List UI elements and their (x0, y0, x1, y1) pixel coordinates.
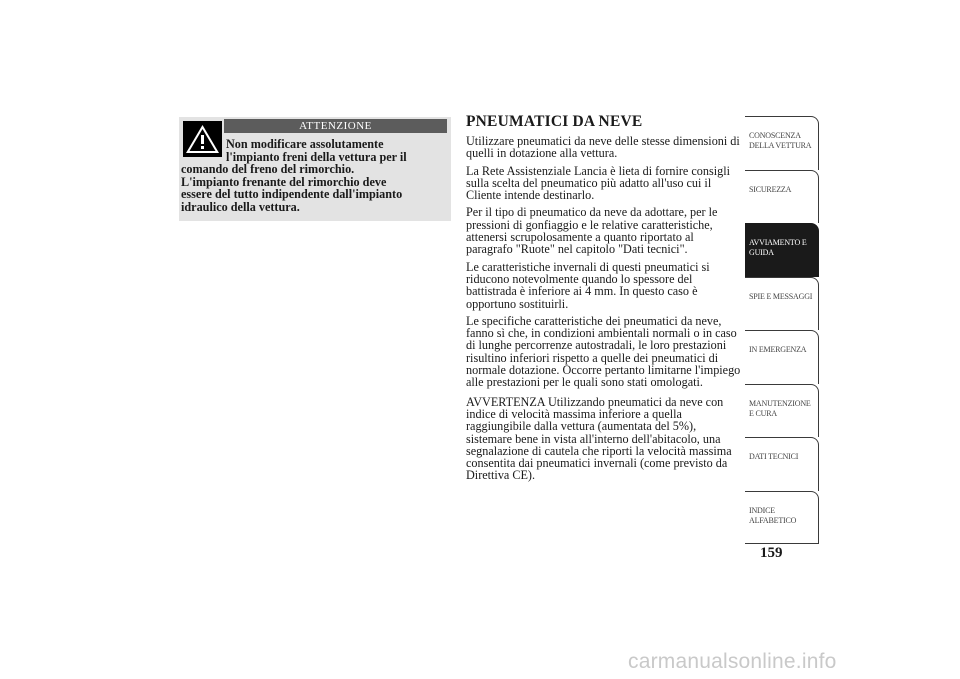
main-column (466, 112, 742, 487)
warning-line: l'impianto freni della vettura per il (226, 149, 407, 164)
sidebar-item-avviamento[interactable]: AVVIAMENTO E GUIDA (745, 223, 819, 277)
warning-header: ATTENZIONE (224, 119, 447, 133)
sidebar-item-dati-tecnici[interactable]: DATI TECNICI (745, 437, 819, 491)
warning-line: L'impianto frenante del rimorchio deve (181, 174, 387, 189)
paragraph: Utilizzare pneumatici da neve delle stesse dimensioni di quelli in dotazione alla vettura. (466, 134, 740, 161)
warning-line: Non modificare assolutamente (226, 137, 384, 151)
sidebar-item-sicurezza[interactable]: SICUREZZA (745, 170, 819, 224)
chapter-sidebar (745, 116, 819, 544)
warning-line: comando del freno del rimorchio. (181, 162, 355, 177)
warning-text (181, 138, 447, 214)
warning-line: essere del tutto indipendente dall'impianto (181, 187, 403, 202)
warning-line: idraulico della vettura. (181, 199, 300, 214)
sidebar-item-emergenza[interactable]: IN EMERGENZA (745, 330, 819, 384)
paragraph: Le specifiche caratteristiche dei pneumatici da neve, fanno sì che, in condizioni ambientali normali o in caso di lunghe percorrenze autostradali, le loro prestazioni risultino inferiori rispetto a quelle dei pneumatici di normale dotazione. Occorre pertanto limitarne l'impiego alle prestazioni per le quali sono stati omologati. (466, 313, 741, 390)
watermark: carmanualsonline.info (628, 650, 837, 673)
sidebar-item-spie[interactable]: SPIE E MESSAGGI (745, 277, 819, 331)
page-number: 159 (760, 545, 783, 561)
sidebar-item-conoscenza[interactable]: CONOSCENZA DELLA VETTURA (745, 116, 819, 170)
section-title: PNEUMATICI DA NEVE (466, 113, 643, 130)
paragraph: Le caratteristiche invernali di questi pneumatici si riducono notevolmente quando lo spessore del battistrada è inferiore ai 4 mm. In questo caso è opportuno sostituirli. (466, 259, 710, 311)
paragraph: Per il tipo di pneumatico da neve da adottare, per le pressioni di gonfiaggio e le relative caratteristiche, attenersi scrupolosamente a quanto riportato al paragrafo "Ruote" nel capitolo "Dati tecnici". (466, 205, 718, 257)
sidebar-item-manutenzione[interactable]: MANUTENZIONE E CURA (745, 384, 819, 438)
paragraph-warning-note: AVVERTENZA Utilizzando pneumatici da neve con indice di velocità massima inferiore a quella raggiungibile dalla vettura (aumentata del 5%), sistemare bene in vista all'interno dell'abitacolo, una segnalazione di cautela che riporti la velocità massima consentita dai pneumatici invernali (come previsto da Direttiva CE). (466, 394, 732, 483)
sidebar-item-indice[interactable]: INDICE ALFABETICO (745, 491, 819, 545)
paragraph: La Rete Assistenziale Lancia è lieta di fornire consigli sulla scelta del pneumatico più adatto all'uso cui il Cliente intende destinarlo. (466, 163, 730, 203)
warning-box (179, 117, 451, 221)
